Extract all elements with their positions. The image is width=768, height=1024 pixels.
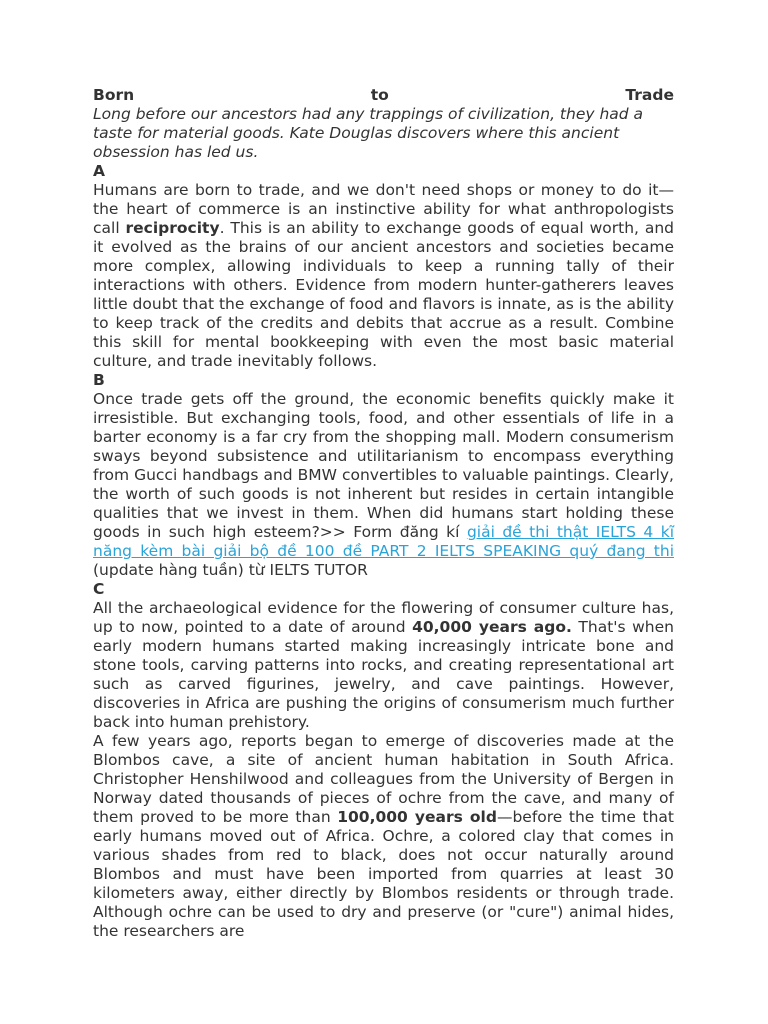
ielts-registration-link[interactable]: giải đề thi thật IELTS 4 kĩ năng kèm bài giải bộ đề 100 đề PART 2 IELTS SPEAKING quý đang thi	[93, 523, 674, 560]
document-page	[93, 86, 674, 941]
section-c-paragraph-2	[93, 732, 674, 941]
section-a-text-start: Humans are born to trade, and we don't need shops or money to do it—the heart of commerce is an instinctive ability for what anthropologists call	[93, 181, 674, 237]
section-c-p1-text-end: That's when early modern humans started making increasingly intricate bone and stone tools, carving patterns into rocks, and creating representational art such as carved figurines, jewelry, and cave paintings. However, discoveries in Africa are pushing the origins of consumerism much further back into human prehistory.	[93, 618, 674, 731]
date-40000-years: 40,000 years ago.	[412, 618, 572, 636]
title-word-3: Trade	[625, 86, 674, 104]
section-c-p2-text-end: —before the time that early humans moved out of Africa. Ochre, a colored clay that comes in various shades from red to black, does not occur naturally around Blombos and must have been imported from quarries at least 30 kilometers away, either directly by Blombos residents or through trade. Although ochre can be used to dry and preserve (or "cure") animal hides, the researchers are	[93, 808, 674, 940]
section-c-p1-text-start: All the archaeological evidence for the flowering of consumer culture has, up to now, pointed to a date of around	[93, 599, 674, 636]
section-c-paragraph-1	[93, 599, 674, 732]
section-heading-a: A	[93, 162, 105, 180]
section-b-text-end: (update hàng tuần) từ IELTS TUTOR	[93, 561, 368, 579]
title-word-2: to	[370, 86, 389, 104]
section-b-paragraph	[93, 390, 674, 580]
section-heading-b: B	[93, 371, 105, 389]
article-subtitle: Long before our ancestors had any trappings of civilization, they had a taste for material goods. Kate Douglas discovers where this ancient obsession has led us.	[93, 105, 644, 161]
article-title	[93, 86, 674, 105]
section-heading-c: C	[93, 580, 105, 598]
title-word-1: Born	[93, 86, 135, 104]
section-a-paragraph	[93, 181, 674, 371]
date-100000-years: 100,000 years old	[337, 808, 497, 826]
section-c-p2-text-start: A few years ago, reports began to emerge of discoveries made at the Blombos cave, a site of ancient human habitation in South Africa. Christopher Henshilwood and colleagues from the University of Bergen in Norway dated thousands of pieces of ochre from the cave, and many of them proved to be more than	[93, 732, 674, 826]
section-b-text-start: Once trade gets off the ground, the economic benefits quickly make it irresistible. But exchanging tools, food, and other essentials of life in a barter economy is a far cry from the shopping mall. Modern consumerism sways beyond subsistence and utilitarianism to encompass everything from Gucci handbags and BMW convertibles to valuable paintings. Clearly, the worth of such goods is not inherent but resides in certain intangible qualities that we invest in them. When did humans start holding these goods in such high esteem?>> Form đăng kí	[93, 390, 674, 541]
term-reciprocity: reciprocity	[125, 219, 220, 237]
section-a-text-end: . This is an ability to exchange goods of equal worth, and it evolved as the brains of our ancient ancestors and societies became more complex, allowing individuals to keep a running tally of their interactions with others. Evidence from modern hunter-gatherers leaves little doubt that the exchange of food and flavors is innate, as is the ability to keep track of the credits and debits that accrue as a result. Combine this skill for mental bookkeeping with even the most basic material culture, and trade inevitably follows.	[93, 219, 674, 370]
